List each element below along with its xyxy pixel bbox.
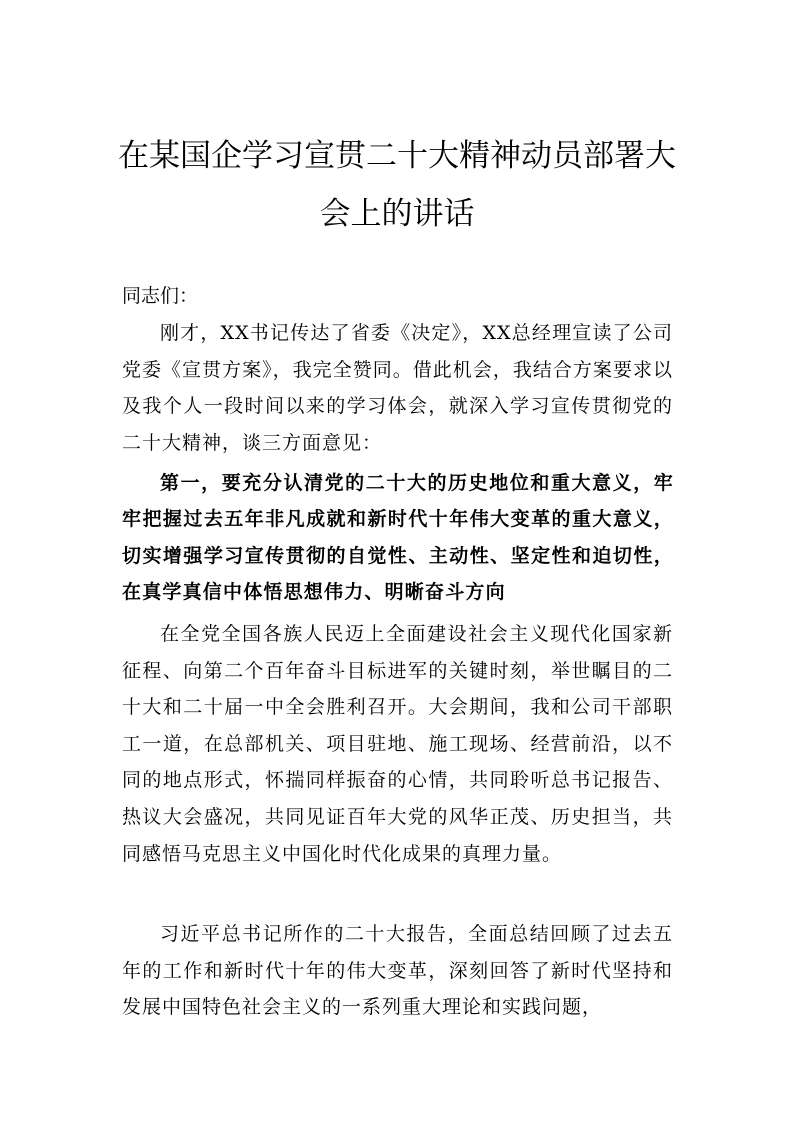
paragraph-opening: 刚才，XX书记传达了省委《决定》，XX总经理宣读了公司党委《宣贯方案》，我完全赞同。借此机会，我结合方案要求以及我个人一段时间以来的学习体会，就深入学习宣传贯彻党的二十大精神，谈三方面意见：: [122, 322, 673, 454]
section-heading-first: 第一，要充分认清党的二十大的历史地位和重大意义，牢牢把握过去五年非凡成就和新时代十年伟大变革的重大意义，切实增强学习宣传贯彻的自觉性、主动性、坚定性和迫切性，在真学真信中体悟思想伟力、明晰奋斗方向: [122, 472, 674, 604]
document-title-line-2: 会上的讲话: [319, 196, 475, 232]
paragraph-report-summary: 习近平总书记所作的二十大报告，全面总结回顾了过去五年的工作和新时代十年的伟大变革，深刻回答了新时代坚持和发展中国特色社会主义的一系列重大理论和实践问题，: [122, 923, 673, 1019]
document-title-line-1: 在某国企学习宣贯二十大精神动员部署大: [118, 138, 676, 174]
greeting: 同志们：: [122, 285, 199, 307]
paragraph-congress-context: 在全党全国各族人民迈上全面建设社会主义现代化国家新征程、向第二个百年奋斗目标进军的关键时刻，举世瞩目的二十大和二十届一中全会胜利召开。大会期间，我和公司干部职工一道，在总部机关、项目驻地、施工现场、经营前沿，以不同的地点形式，怀揣同样振奋的心情，共同聆听总书记报告、热议大会盛况，共同见证百年大党的风华正茂、历史担当，共同感悟马克思主义中国化时代化成果的真理力量。: [122, 623, 673, 865]
